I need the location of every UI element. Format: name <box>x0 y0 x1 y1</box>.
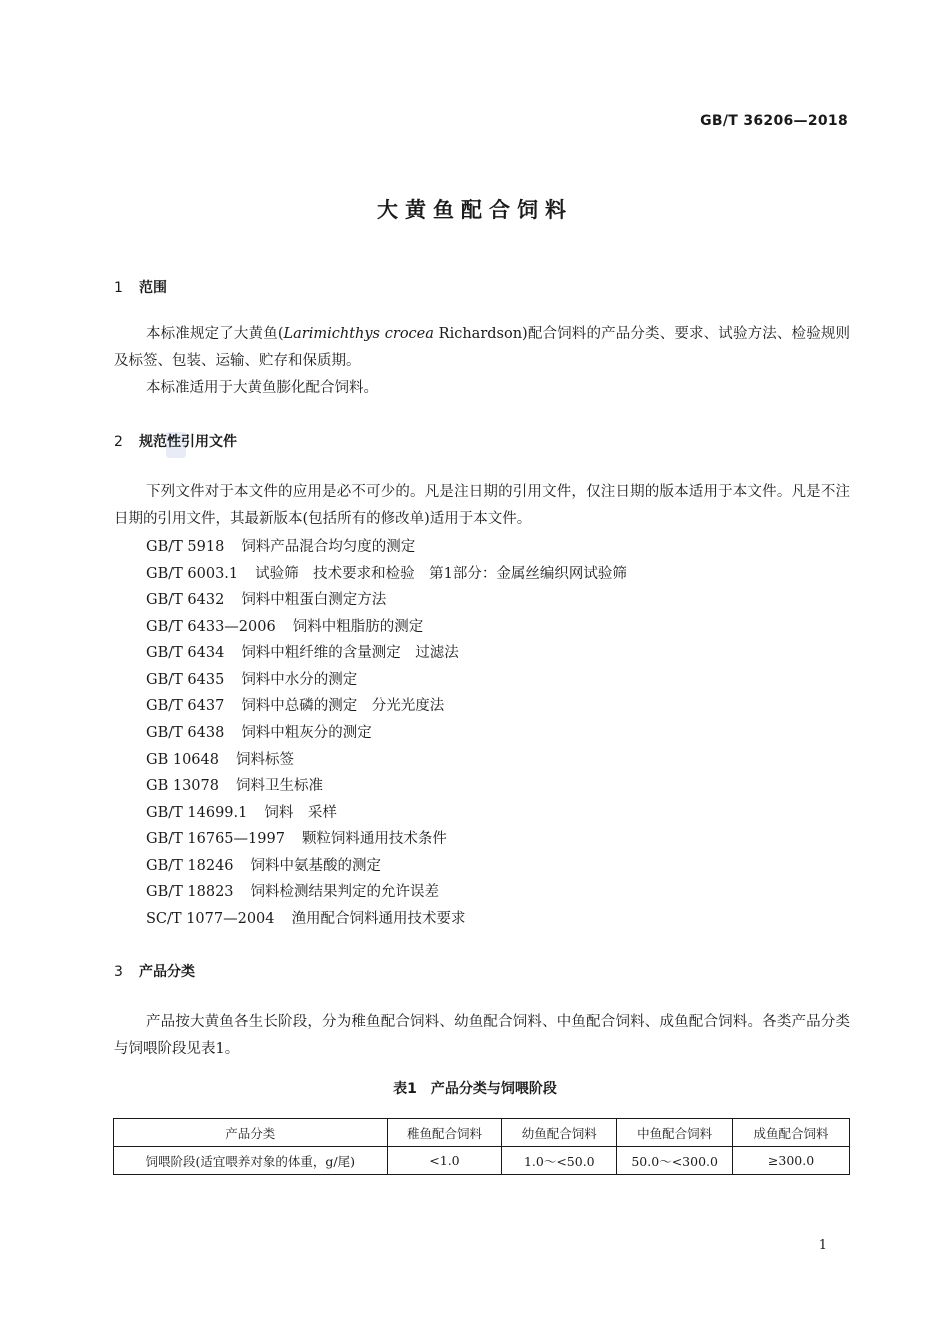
table-header-cell: 产品分类 <box>114 1119 388 1147</box>
reference-code: GB/T 14699.1 <box>146 804 248 821</box>
reference-item <box>146 614 627 641</box>
table-header-cell: 稚鱼配合饲料 <box>387 1119 502 1147</box>
reference-title: 饲料中粗蛋白测定方法 <box>241 592 387 609</box>
table-row <box>114 1147 850 1175</box>
table-caption: 表1 产品分类与饲喂阶段 <box>393 1081 557 1097</box>
reference-list <box>146 534 627 932</box>
reference-item <box>146 906 627 933</box>
reference-title: 饲料中氨基酸的测定 <box>250 857 382 874</box>
reference-item <box>146 561 627 588</box>
reference-item <box>146 693 627 720</box>
section-number: 3 <box>114 964 123 980</box>
reference-title: 饲料中总磷的测定 分光光度法 <box>241 698 445 715</box>
references-intro: 下列文件对于本文件的应用是必不可少的。凡是注日期的引用文件，仅注日期的版本适用于本文件。凡是不注日期的引用文件，其最新版本(包括所有的修改单)适用于本文件。 <box>114 484 850 527</box>
reference-item <box>146 773 627 800</box>
document-title: 大黄鱼配合饲料 <box>377 198 573 222</box>
reference-item <box>146 640 627 667</box>
reference-title: 饲料 采样 <box>264 804 337 821</box>
table-cell: 饲喂阶段(适宜喂养对象的体重，g/尾) <box>114 1147 388 1175</box>
reference-item <box>146 534 627 561</box>
section-1-heading <box>114 277 167 297</box>
table-header-row <box>114 1119 850 1147</box>
reference-code: GB 10648 <box>146 751 219 768</box>
reference-code: GB/T 18823 <box>146 884 234 901</box>
section-3-heading <box>114 961 195 981</box>
section-number: 2 <box>114 434 123 450</box>
table-cell: <1.0 <box>387 1147 502 1175</box>
reference-title: 颗粒饲料通用技术条件 <box>301 831 447 848</box>
reference-code: GB/T 6433—2006 <box>146 618 276 635</box>
reference-item <box>146 879 627 906</box>
reference-item <box>146 853 627 880</box>
reference-code: GB/T 6432 <box>146 592 225 609</box>
reference-code: GB/T 6435 <box>146 671 225 688</box>
reference-title: 饲料产品混合均匀度的测定 <box>241 539 416 555</box>
reference-item <box>146 587 627 614</box>
section-number: 1 <box>114 280 123 296</box>
reference-title: 渔用配合饲料通用技术要求 <box>291 910 466 927</box>
section-title: 规范性引用文件 <box>139 434 237 450</box>
classification-intro: 产品按大黄鱼各生长阶段，分为稚鱼配合饲料、幼鱼配合饲料、中鱼配合饲料、成鱼配合饲料。各类产品分类与饲喂阶段见表1。 <box>114 1014 850 1057</box>
reference-title: 饲料卫生标准 <box>235 778 323 795</box>
reference-item <box>146 826 627 853</box>
scope-paragraph-2: 本标准适用于大黄鱼膨化配合饲料。 <box>146 380 378 396</box>
table-cell: 1.0～<50.0 <box>502 1147 617 1175</box>
reference-title: 试验筛 技术要求和检验 第1部分：金属丝编织网试验筛 <box>255 565 627 582</box>
reference-code: SC/T 1077—2004 <box>146 910 275 927</box>
species-latin-name: Larimichthys crocea <box>283 326 434 342</box>
reference-code: GB/T 6434 <box>146 645 225 662</box>
reference-title: 饲料标签 <box>235 751 294 768</box>
reference-code: GB/T 6437 <box>146 698 225 715</box>
standard-code: GB/T 36206—2018 <box>700 113 848 129</box>
reference-item <box>146 667 627 694</box>
reference-title: 饲料中粗脂肪的测定 <box>292 618 424 635</box>
table-cell: ≥300.0 <box>733 1147 850 1175</box>
section-title: 产品分类 <box>139 964 195 980</box>
table-header-cell: 幼鱼配合饲料 <box>502 1119 617 1147</box>
reference-code: GB/T 5918 <box>146 539 225 555</box>
reference-code: GB/T 6438 <box>146 724 225 741</box>
reference-title: 饲料检测结果判定的允许误差 <box>250 884 440 901</box>
reference-item <box>146 800 627 827</box>
table-cell: 50.0～<300.0 <box>617 1147 733 1175</box>
section-title: 范围 <box>139 280 167 296</box>
reference-code: GB 13078 <box>146 778 219 795</box>
table-header-cell: 成鱼配合饲料 <box>733 1119 850 1147</box>
table-header-cell: 中鱼配合饲料 <box>617 1119 733 1147</box>
classification-table <box>113 1118 850 1175</box>
reference-item <box>146 720 627 747</box>
scope-paragraph-1: 本标准规定了大黄鱼(Larimichthys crocea Richardson)配合饲料的产品分类、要求、试验方法、检验规则及标签、包装、运输、贮存和保质期。 <box>114 326 851 369</box>
reference-code: GB/T 18246 <box>146 857 234 874</box>
page-number: 1 <box>818 1238 827 1253</box>
reference-code: GB/T 6003.1 <box>146 565 239 582</box>
reference-title: 饲料中水分的测定 <box>241 671 358 688</box>
reference-title: 饲料中粗纤维的含量测定 过滤法 <box>241 645 459 662</box>
section-2-heading <box>114 431 237 451</box>
reference-item <box>146 747 627 774</box>
reference-title: 饲料中粗灰分的测定 <box>241 724 372 741</box>
reference-code: GB/T 16765—1997 <box>146 831 285 848</box>
